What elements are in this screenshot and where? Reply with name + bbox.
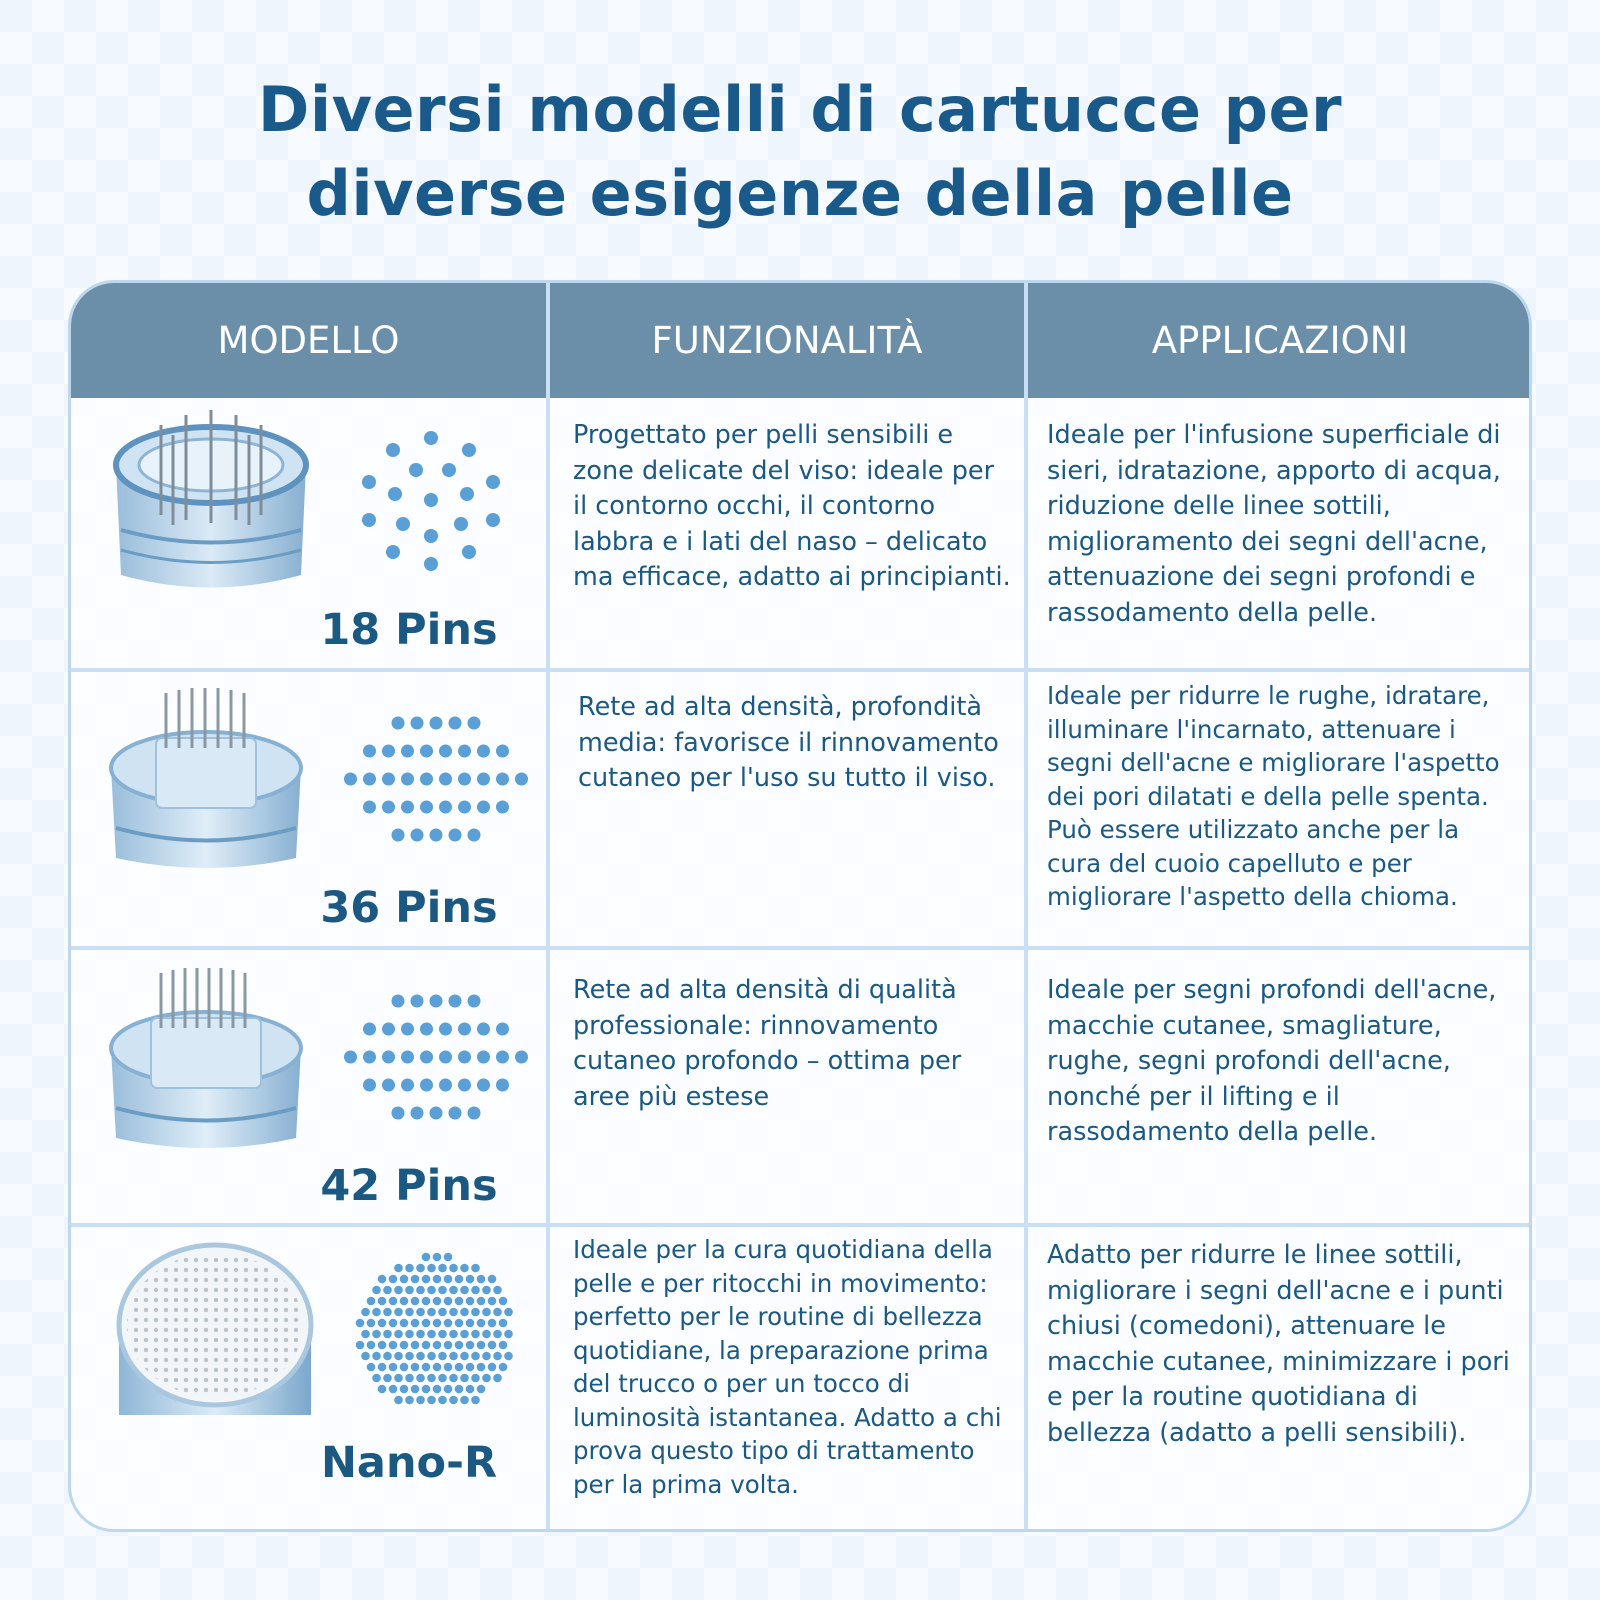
pin-dot: [471, 1264, 480, 1273]
title-line-2: diverse esigenze della pelle: [306, 157, 1294, 230]
pin-dot: [361, 1352, 370, 1361]
pin-dot: [496, 1079, 509, 1092]
pin-dot: [444, 1297, 453, 1306]
pin-dot: [430, 1107, 443, 1120]
pin-dot: [477, 1363, 486, 1372]
pin-dot: [458, 773, 471, 786]
pin-dot: [449, 1374, 458, 1383]
pin-dot: [389, 1275, 398, 1284]
pin-dot: [363, 1023, 376, 1036]
pin-dot: [430, 995, 443, 1008]
pin-dot: [411, 995, 424, 1008]
pin-dot: [458, 1051, 471, 1064]
pin-dot: [392, 829, 405, 842]
pin-dot: [411, 1107, 424, 1120]
pin-dot: [389, 1319, 398, 1328]
pin-dot: [466, 1297, 475, 1306]
pin-dot: [392, 717, 405, 730]
cartridge-18-icon: [101, 405, 321, 590]
pin-dot: [444, 1341, 453, 1350]
pin-dot: [420, 1079, 433, 1092]
pin-dot: [416, 1286, 425, 1295]
pin-dot: [383, 1286, 392, 1295]
pin-dot: [416, 1396, 425, 1405]
pin-dot: [422, 1275, 431, 1284]
pin-dot: [367, 1341, 376, 1350]
table-header: [71, 283, 1529, 398]
pin-dot: [493, 1286, 502, 1295]
pin-dot: [382, 1051, 395, 1064]
pin-dot: [394, 1396, 403, 1405]
pin-dot: [363, 1051, 376, 1064]
pin-dot: [499, 1297, 508, 1306]
pin-dot: [392, 995, 405, 1008]
pin-dot: [394, 1330, 403, 1339]
pin-dot: [420, 1023, 433, 1036]
function-text: Rete ad alta densità, profondità media: favorisce il rinnovamento cutaneo per l'uso su tutto il viso.: [578, 692, 999, 793]
pin-dot: [439, 801, 452, 814]
pin-dot: [460, 1286, 469, 1295]
pin-dot: [411, 1297, 420, 1306]
cartridge-nano-icon: [111, 1245, 321, 1420]
pin-dot: [427, 1286, 436, 1295]
pin-dot: [383, 1308, 392, 1317]
page-title: [0, 68, 1600, 236]
pin-dot: [389, 1341, 398, 1350]
pin-dot: [433, 1363, 442, 1372]
pin-dot: [400, 1297, 409, 1306]
pin-dot: [400, 1363, 409, 1372]
pin-dot: [383, 1352, 392, 1361]
pin-dot: [466, 1341, 475, 1350]
pin-dot: [455, 1275, 464, 1284]
pin-dot: [449, 717, 462, 730]
pin-dot: [460, 1330, 469, 1339]
pin-dot: [401, 1079, 414, 1092]
applications-text: Ideale per l'infusione superficiale di sieri, idratazione, apporto di acqua, riduzione delle linee sottili, miglioramento dei segni dell'acne, attenuazione dei segni profondi e rassodamento della pelle.: [1047, 420, 1501, 628]
cartridge-table: [68, 280, 1532, 1532]
pin-dot: [356, 1341, 365, 1350]
pin-dot: [438, 1264, 447, 1273]
pin-dot: [449, 1286, 458, 1295]
pin-dot: [372, 1308, 381, 1317]
applications-text: Ideale per segni profondi dell'acne, macchie cutanee, smagliature, rughe, segni profondi dell'acne, nonché per il lifting e il rassodamento della pelle.: [1047, 975, 1497, 1147]
pin-dot: [422, 1297, 431, 1306]
model-name: 18 Pins: [320, 605, 498, 655]
pin-dot: [438, 1352, 447, 1361]
pin-dot: [438, 1374, 447, 1383]
pin-dot: [439, 745, 452, 758]
pin-dot: [394, 1308, 403, 1317]
pin-dot: [401, 745, 414, 758]
pin-dot: [378, 1275, 387, 1284]
pin-dot: [416, 1264, 425, 1273]
pin-dot: [420, 745, 433, 758]
pin-dot: [496, 745, 509, 758]
pin-dot: [394, 1286, 403, 1295]
pin-dot: [430, 717, 443, 730]
pin-dot: [455, 1319, 464, 1328]
pin-dot: [439, 1079, 452, 1092]
pin-dot: [422, 1363, 431, 1372]
function-text: Ideale per la cura quotidiana della pelle e per ritocchi in movimento: perfetto per le routine di bellezza quotidiane, la preparazione prima del trucco o per un tocco di luminosità istantanea. Adatto a chi prova questo tipo di trattamento per la prima volta.: [573, 1235, 1002, 1499]
pin-dot: [482, 1308, 491, 1317]
pin-dot: [471, 1352, 480, 1361]
pin-dot: [394, 1352, 403, 1361]
pin-dot: [427, 1396, 436, 1405]
pin-dot: [504, 1330, 513, 1339]
pin-dot: [515, 773, 528, 786]
column-divider: [1024, 283, 1028, 1529]
pin-dot: [401, 773, 414, 786]
pin-dot: [449, 1352, 458, 1361]
pin-dot: [477, 1079, 490, 1092]
pin-dot: [449, 995, 462, 1008]
function-text: Rete ad alta densità di qualità professionale: rinnovamento cutaneo profondo – ottima per aree più estese: [573, 975, 962, 1112]
pin-dot: [460, 1308, 469, 1317]
pin-dot: [493, 1374, 502, 1383]
pin-dot: [449, 1264, 458, 1273]
pin-dot: [496, 1051, 509, 1064]
pin-dot: [482, 1330, 491, 1339]
pin-dot: [439, 1051, 452, 1064]
pin-dot: [367, 1297, 376, 1306]
applications-text: Ideale per ridurre le rughe, idratare, illuminare l'incarnato, attenuare i segni dell'acne e migliorare l'aspetto dei pori dilatati e della pelle spenta. Può essere utilizzato anche per la cura del cuoio capelluto e per migliorare l'aspetto della chioma.: [1047, 681, 1500, 911]
pin-dot: [361, 1308, 370, 1317]
pin-dot: [427, 1374, 436, 1383]
cartridge-36-icon: [101, 688, 311, 868]
pin-dot: [493, 1352, 502, 1361]
pin-dot: [378, 1385, 387, 1394]
pin-dot: [411, 829, 424, 842]
pin-dot: [496, 1023, 509, 1036]
pin-dot: [458, 1023, 471, 1036]
pin-dot: [405, 1396, 414, 1405]
pin-dot: [400, 1275, 409, 1284]
pin-dot: [389, 1297, 398, 1306]
pin-dot: [427, 1352, 436, 1361]
pin-dot: [458, 1079, 471, 1092]
pin-dot: [389, 1385, 398, 1394]
pin-dot: [416, 1330, 425, 1339]
pin-dot: [504, 1352, 513, 1361]
pin-dot: [363, 1079, 376, 1092]
pin-dot: [383, 1330, 392, 1339]
pin-dot: [438, 1396, 447, 1405]
pin-dot: [405, 1286, 414, 1295]
pin-dot: [466, 1275, 475, 1284]
pin-dot: [488, 1275, 497, 1284]
pin-dot: [477, 1385, 486, 1394]
pin-dot: [444, 1275, 453, 1284]
function-text: Progettato per pelli sensibili e zone delicate del viso: ideale per il contorno occhi, il contorno labbra e i lati del naso – delicato ma efficace, adatto ai principianti.: [573, 420, 1011, 592]
pin-dot: [427, 1330, 436, 1339]
pin-dot: [504, 1308, 513, 1317]
applications-text: Adatto per ridurre le linee sottili, migliorare i segni dell'acne e i punti chiusi (comedoni), attenuare le macchie cutanee, minimizzare i pori e per la routine quotidiana di bellezza (adatto a pelli sensibili).: [1047, 1240, 1510, 1448]
pin-dot: [499, 1341, 508, 1350]
row-divider: [71, 1223, 1529, 1227]
pin-dot: [400, 1385, 409, 1394]
pin-dot: [458, 745, 471, 758]
pin-dot: [411, 1275, 420, 1284]
pin-dot: [382, 773, 395, 786]
pin-dot: [382, 1023, 395, 1036]
pin-dot: [401, 1051, 414, 1064]
pin-pattern-18-icon: [361, 428, 511, 573]
pin-dot: [411, 1341, 420, 1350]
pin-dot: [439, 1023, 452, 1036]
pin-dot: [449, 1330, 458, 1339]
header-applicazioni: APPLICAZIONI: [1151, 319, 1409, 362]
pin-dot: [378, 1363, 387, 1372]
pin-dot: [466, 1385, 475, 1394]
model-name: 36 Pins: [320, 883, 498, 933]
pin-dot: [422, 1341, 431, 1350]
pin-dot: [449, 1308, 458, 1317]
pin-dot: [372, 1330, 381, 1339]
pin-dot: [405, 1330, 414, 1339]
pin-dot: [416, 1352, 425, 1361]
pin-dot: [455, 1297, 464, 1306]
model-name: Nano-R: [320, 1438, 498, 1488]
pin-dot: [430, 829, 443, 842]
pin-dot: [401, 1023, 414, 1036]
header-modello: MODELLO: [217, 319, 400, 362]
pin-dot: [433, 1319, 442, 1328]
pin-pattern-36-icon: [341, 713, 531, 838]
pin-dot: [378, 1341, 387, 1350]
pin-dot: [400, 1319, 409, 1328]
pin-dot: [444, 1385, 453, 1394]
pin-dot: [344, 773, 357, 786]
row-divider: [71, 946, 1529, 950]
pin-dot: [496, 773, 509, 786]
pin-dot: [477, 1023, 490, 1036]
pin-dot: [455, 1385, 464, 1394]
pin-dot: [488, 1319, 497, 1328]
pin-dot: [477, 1051, 490, 1064]
pin-dot: [394, 1264, 403, 1273]
pin-dot: [477, 1297, 486, 1306]
pin-dot: [460, 1396, 469, 1405]
pin-dot: [468, 717, 481, 730]
pin-dot: [420, 1051, 433, 1064]
pin-dot: [477, 745, 490, 758]
pin-dot: [400, 1341, 409, 1350]
pin-dot: [382, 801, 395, 814]
pin-dot: [493, 1330, 502, 1339]
pin-dot: [422, 1385, 431, 1394]
pin-dot: [433, 1297, 442, 1306]
pin-dot: [405, 1308, 414, 1317]
pin-dot: [468, 829, 481, 842]
pin-dot: [367, 1319, 376, 1328]
pin-dot: [471, 1396, 480, 1405]
pin-dot: [444, 1363, 453, 1372]
pin-dot: [422, 1253, 431, 1262]
pin-pattern-nano-icon: [356, 1253, 516, 1413]
pin-dot: [405, 1264, 414, 1273]
pin-dot: [449, 829, 462, 842]
pin-dot: [420, 801, 433, 814]
pin-dot: [392, 1107, 405, 1120]
pin-dot: [460, 1374, 469, 1383]
pin-dot: [477, 1319, 486, 1328]
pin-dot: [401, 801, 414, 814]
pin-dot: [361, 1330, 370, 1339]
pin-dot: [515, 1051, 528, 1064]
pin-dot: [427, 1264, 436, 1273]
pin-dot: [477, 773, 490, 786]
pin-dot: [356, 1319, 365, 1328]
pin-dot: [449, 1107, 462, 1120]
pin-dot: [416, 1374, 425, 1383]
pin-dot: [499, 1363, 508, 1372]
pin-dot: [363, 745, 376, 758]
pin-dot: [466, 1363, 475, 1372]
pin-dot: [460, 1352, 469, 1361]
pin-dot: [458, 801, 471, 814]
pin-dot: [411, 1385, 420, 1394]
pin-dot: [471, 1374, 480, 1383]
pin-dot: [372, 1286, 381, 1295]
pin-pattern-42-icon: [341, 991, 531, 1116]
pin-dot: [382, 745, 395, 758]
pin-dot: [422, 1319, 431, 1328]
pin-dot: [411, 1363, 420, 1372]
pin-dot: [449, 1396, 458, 1405]
pin-dot: [363, 801, 376, 814]
pin-dot: [372, 1352, 381, 1361]
pin-dot: [482, 1352, 491, 1361]
title-line-1: Diversi modelli di cartucce per: [257, 73, 1343, 146]
row-divider: [71, 668, 1529, 672]
pin-dot: [493, 1308, 502, 1317]
pin-dot: [394, 1374, 403, 1383]
pin-dot: [482, 1374, 491, 1383]
pin-dot: [378, 1319, 387, 1328]
cartridge-42-icon: [101, 968, 311, 1148]
pin-dot: [378, 1297, 387, 1306]
pin-dot: [439, 773, 452, 786]
pin-dot: [471, 1330, 480, 1339]
pin-dot: [411, 717, 424, 730]
pin-dot: [477, 1275, 486, 1284]
pin-dot: [468, 995, 481, 1008]
pin-dot: [389, 1363, 398, 1372]
pin-dot: [460, 1264, 469, 1273]
pin-dot: [488, 1363, 497, 1372]
pin-dot: [482, 1286, 491, 1295]
pin-dot: [444, 1253, 453, 1262]
pin-dot: [411, 1319, 420, 1328]
pin-dot: [405, 1374, 414, 1383]
pin-dot: [438, 1286, 447, 1295]
pin-dot: [427, 1308, 436, 1317]
pin-dot: [420, 773, 433, 786]
pin-dot: [405, 1352, 414, 1361]
pin-dot: [466, 1319, 475, 1328]
pin-dot: [433, 1275, 442, 1284]
model-name: 42 Pins: [320, 1161, 498, 1211]
pin-dot: [438, 1330, 447, 1339]
pin-dot: [438, 1308, 447, 1317]
pin-dot: [468, 1107, 481, 1120]
pin-dot: [488, 1341, 497, 1350]
pin-dot: [477, 1341, 486, 1350]
pin-dot: [344, 1051, 357, 1064]
pin-dot: [455, 1363, 464, 1372]
pin-dot: [416, 1308, 425, 1317]
pin-dot: [433, 1385, 442, 1394]
pin-dot: [367, 1363, 376, 1372]
pin-dot: [496, 801, 509, 814]
pin-dot: [488, 1297, 497, 1306]
pin-dot: [433, 1341, 442, 1350]
pin-dot: [382, 1079, 395, 1092]
pin-dot: [433, 1253, 442, 1262]
pin-dot: [477, 801, 490, 814]
pin-dot: [499, 1319, 508, 1328]
pin-dot: [363, 773, 376, 786]
pin-dot: [444, 1319, 453, 1328]
pin-dot: [372, 1374, 381, 1383]
pin-dot: [383, 1374, 392, 1383]
header-funzionalita: FUNZIONALITÀ: [651, 319, 923, 362]
pin-dot: [471, 1308, 480, 1317]
pin-dot: [471, 1286, 480, 1295]
pin-dot: [455, 1341, 464, 1350]
